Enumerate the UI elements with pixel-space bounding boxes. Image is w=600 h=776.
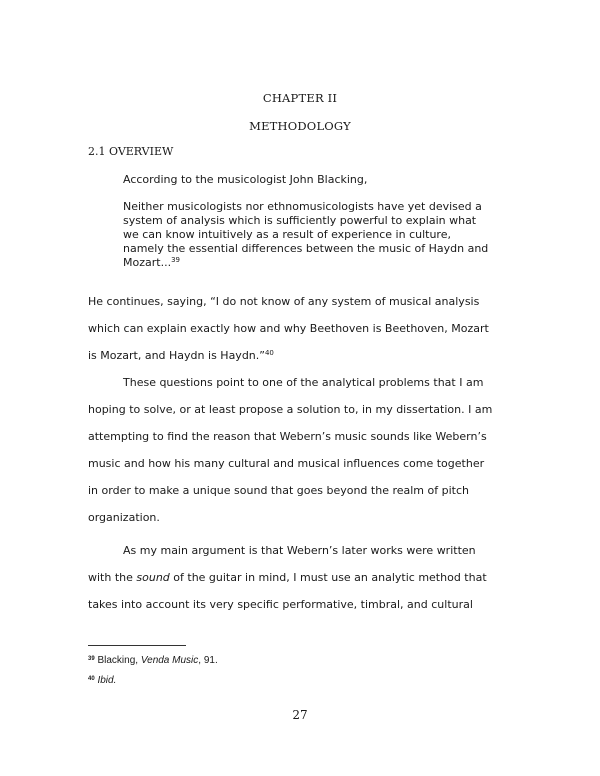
- paragraph-text: is Mozart, and Haydn is Haydn.”: [88, 349, 265, 362]
- block-quote-line: we can know intuitively as a result of experience in culture,: [123, 228, 451, 241]
- page-number: 27: [292, 708, 308, 722]
- paragraph-line: These questions point to one of the analytical problems that I am: [123, 376, 484, 389]
- paragraph-line: He continues, saying, “I do not know of any system of musical analysis: [88, 295, 480, 308]
- chapter-title: METHODOLOGY: [249, 119, 351, 133]
- block-quote: [123, 200, 523, 270]
- section-heading: 2.1 OVERVIEW: [88, 145, 174, 158]
- footnote-number: 40: [88, 676, 95, 682]
- footnote-ref-39[interactable]: 39: [171, 256, 180, 264]
- block-quote-line: system of analysis which is sufficiently powerful to explain what: [123, 214, 477, 227]
- footnote-39: [88, 655, 218, 666]
- paragraph-text: with the: [88, 571, 137, 584]
- paragraph-line: [88, 571, 528, 584]
- block-quote-text: Mozart...: [123, 256, 172, 269]
- block-quote-line: Neither musicologists nor ethnomusicologists have yet devised a: [123, 200, 482, 213]
- paragraph-line: As my main argument is that Webern’s later works were written: [123, 544, 476, 557]
- footnote-text: , 91.: [198, 655, 218, 666]
- footnote-40: [88, 675, 116, 686]
- paragraph-text: of the guitar in mind, I must use an analytic method that: [169, 571, 487, 584]
- paragraph-line: music and how his many cultural and musical influences come together: [88, 457, 485, 470]
- footnote-title: Venda Music: [140, 655, 199, 666]
- paragraph-line: which can explain exactly how and why Beethoven is Beethoven, Mozart: [88, 322, 489, 335]
- footnote-ref-40[interactable]: 40: [264, 349, 274, 357]
- paragraph-line: takes into account its very specific performative, timbral, and cultural: [88, 598, 473, 611]
- paragraph-line: attempting to find the reason that Webern’s music sounds like Webern’s: [88, 430, 487, 443]
- chapter-heading: CHAPTER II: [262, 91, 338, 105]
- footnote-divider: [88, 645, 186, 646]
- footnote-text: Blacking,: [97, 655, 141, 666]
- emphasis-sound: sound: [136, 571, 170, 584]
- block-quote-line: [123, 256, 523, 270]
- paragraph-line: organization.: [88, 511, 160, 524]
- paragraph-line: [88, 349, 528, 362]
- footnote-number: 39: [88, 656, 95, 662]
- intro-sentence: According to the musicologist John Blacking,: [123, 173, 368, 186]
- paragraph-line: in order to make a unique sound that goes beyond the realm of pitch: [88, 484, 469, 497]
- paragraph-line: hoping to solve, or at least propose a solution to, in my dissertation. I am: [88, 403, 493, 416]
- footnote-title: Ibid.: [97, 675, 117, 686]
- block-quote-line: namely the essential differences between the music of Haydn and: [123, 242, 489, 255]
